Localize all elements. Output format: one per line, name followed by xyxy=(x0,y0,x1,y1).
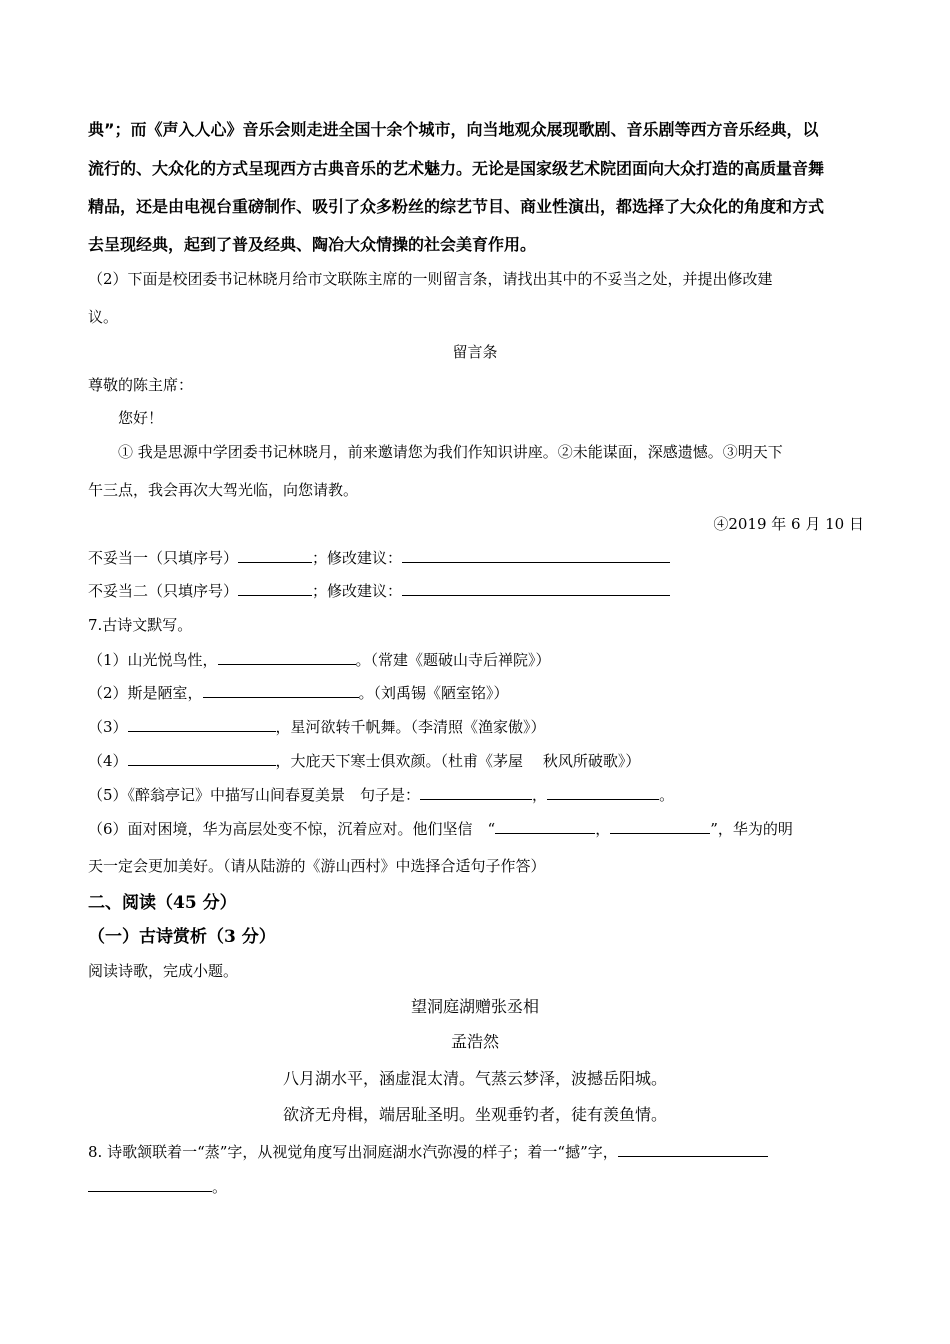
passage-line-3: 精品，还是由电视台重磅制作、吸引了众多粉丝的综艺节目、商业性演出，都选择了大众化的角度和方式 xyxy=(88,197,825,216)
reading-instruction: 阅读诗歌，完成小题。 xyxy=(88,962,239,980)
suggest-label-2: ；修改建议： xyxy=(312,582,403,600)
answer-blank-suggestion-2[interactable] xyxy=(402,580,670,596)
q7-item-1-pre: （1）山光悦鸟性， xyxy=(88,651,218,669)
q7-item-6-blank-1[interactable] xyxy=(495,818,595,834)
q8-end: 。 xyxy=(212,1178,228,1196)
q7-item-3-blank[interactable] xyxy=(128,716,276,732)
q7-item-6 xyxy=(88,818,793,839)
note-greeting: 您好！ xyxy=(118,409,164,427)
note-body-line-2: 午三点，我会再次大驾光临，向您请教。 xyxy=(88,481,359,499)
q7-item-5-pre: （5）《醉翁亭记》中描写山间春夏美景 句子是： xyxy=(88,786,421,804)
answer-blank-suggestion-1[interactable] xyxy=(402,547,670,563)
q8-blank-1[interactable] xyxy=(618,1141,768,1157)
poem-line-2: 欲济无舟楫，端居耻圣明。坐观垂钓者，徒有羡鱼情。 xyxy=(282,1105,667,1124)
poem-line-1: 八月湖水平，涵虚混太清。气蒸云梦泽，波撼岳阳城。 xyxy=(282,1069,667,1088)
q7-item-5-period: 。 xyxy=(659,786,675,804)
q7-item-1-blank[interactable] xyxy=(218,649,356,665)
q8-text-line-2 xyxy=(88,1176,227,1197)
answer-row-2 xyxy=(88,580,670,601)
q7-item-2 xyxy=(88,682,509,703)
q8-blank-2[interactable] xyxy=(88,1176,212,1192)
q7-item-5-blank-1[interactable] xyxy=(420,784,532,800)
q7-title: 7.古诗文默写。 xyxy=(88,616,193,634)
suggest-label-1: ；修改建议： xyxy=(312,549,403,567)
q7-item-5-blank-2[interactable] xyxy=(547,784,659,800)
q7-item-3 xyxy=(88,716,546,737)
q7-item-4-pre: （4） xyxy=(88,752,128,770)
q7-item-1-post: 。（常建《题破山寺后禅院》） xyxy=(355,651,551,669)
q7-item-3-pre: （3） xyxy=(88,718,128,736)
q7-item-6-line-2: 天一定会更加美好。（请从陆游的《游山西村》中选择合适句子作答） xyxy=(88,857,546,875)
q7-item-5 xyxy=(88,784,674,805)
note-date: ④2019 年 6 月 10 日 xyxy=(713,515,864,533)
q7-item-3-post: ，星河欲转千帆舞。（李清照《渔家傲》） xyxy=(275,718,546,736)
poem-title: 望洞庭湖赠张丞相 xyxy=(410,997,539,1016)
passage-line-1: 典”；而《声入人心》音乐会则走进全国十余个城市，向当地观众展现歌剧、音乐剧等西方音乐经典，以 xyxy=(88,120,819,139)
q7-item-2-pre: （2）斯是陋室， xyxy=(88,684,203,702)
answer-label-2: 不妥当二（只填序号） xyxy=(88,582,239,600)
answer-label-1: 不妥当一（只填序号） xyxy=(88,549,239,567)
q6-2-prompt-cont: 议。 xyxy=(88,308,119,326)
q8-text xyxy=(88,1141,768,1162)
q6-2-prompt: （2）下面是校团委书记林晓月给市文联陈主席的一则留言条，请找出其中的不妥当之处，并提出修改建 xyxy=(88,270,773,288)
q8-prompt: 8. 诗歌颔联着一“蒸”字，从视觉角度写出洞庭湖水汽弥漫的样子；着一“撼”字， xyxy=(88,1143,618,1161)
q7-item-4-blank[interactable] xyxy=(128,750,276,766)
answer-blank-number-2[interactable] xyxy=(238,580,312,596)
note-title: 留言条 xyxy=(452,343,498,361)
q7-item-4 xyxy=(88,750,640,771)
answer-row-1 xyxy=(88,547,670,568)
q7-item-1 xyxy=(88,649,551,670)
q7-item-6-pre: （6）面对困境，华为高层处变不惊，沉着应对。他们坚信 “ xyxy=(88,820,496,838)
answer-blank-number-1[interactable] xyxy=(238,547,312,563)
q7-item-6-comma: ， xyxy=(595,820,611,838)
subsection-title: （一）古诗赏析（3 分） xyxy=(88,927,276,947)
q7-item-6-post: ”，华为的明 xyxy=(710,820,793,838)
q7-item-2-blank[interactable] xyxy=(203,682,359,698)
q7-item-2-post: 。（刘禹锡《陋室铭》） xyxy=(358,684,509,702)
section-title: 二、阅读（45 分） xyxy=(88,893,237,913)
note-salutation: 尊敬的陈主席： xyxy=(88,376,194,394)
passage-line-4: 去呈现经典，起到了普及经典、陶冶大众情操的社会美育作用。 xyxy=(88,235,537,254)
note-body-line-1: ① 我是思源中学团委书记林晓月，前来邀请您为我们作知识讲座。②未能谋面，深感遗憾。③明天下 xyxy=(118,443,783,461)
poem-author: 孟浩然 xyxy=(450,1032,499,1051)
q7-item-6-blank-2[interactable] xyxy=(610,818,710,834)
q7-item-4-post: ，大庇天下寒士俱欢颜。（杜甫《茅屋 秋风所破歌》） xyxy=(275,752,641,770)
q7-item-5-comma: ， xyxy=(532,786,548,804)
passage-line-2: 流行的、大众化的方式呈现西方古典音乐的艺术魅力。无论是国家级艺术院团面向大众打造的高质量音舞 xyxy=(88,159,825,178)
